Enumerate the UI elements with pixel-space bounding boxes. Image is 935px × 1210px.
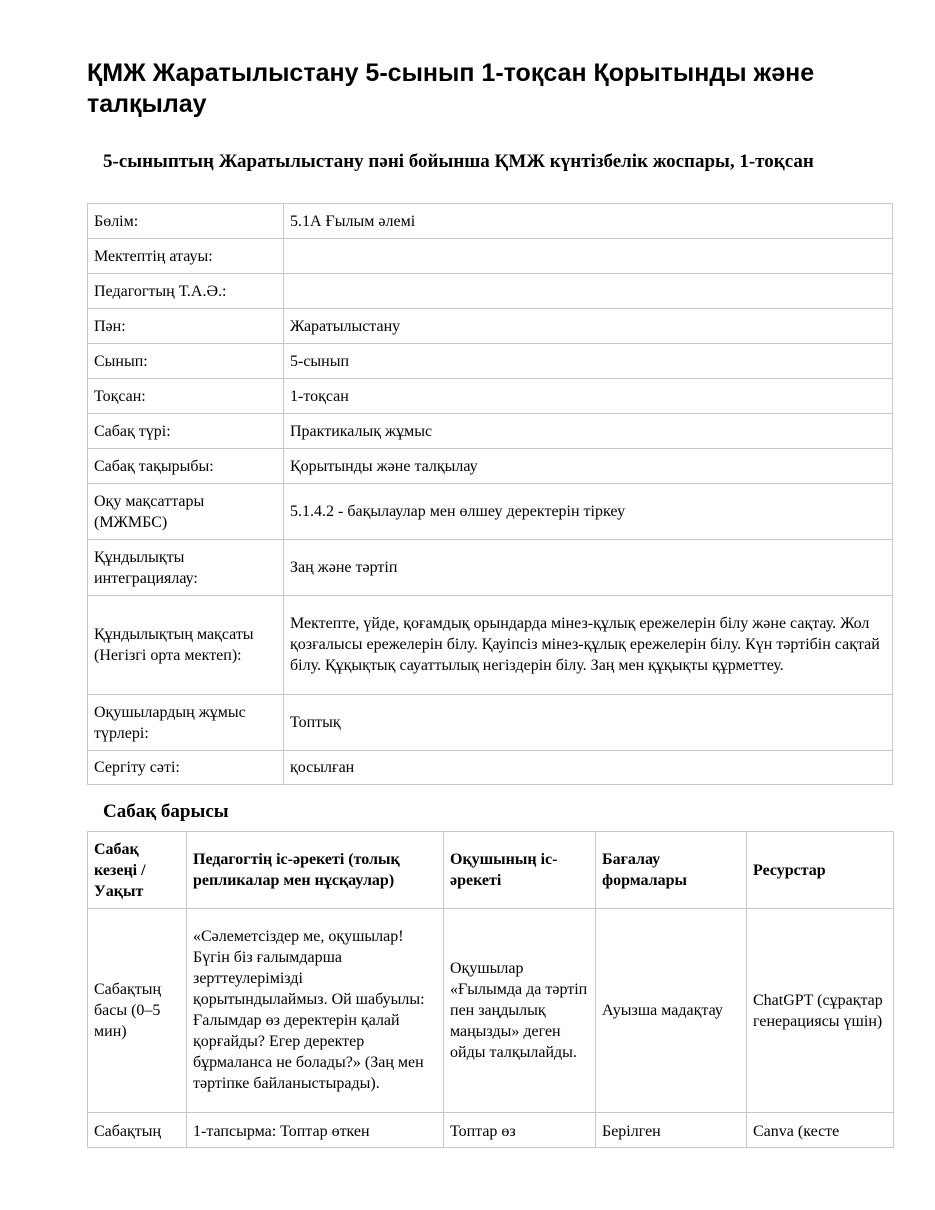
table-row xyxy=(88,909,894,1113)
info-value-school xyxy=(284,239,893,274)
table-row xyxy=(88,695,893,751)
stage-cell: Сабақтың басы (0–5 мин) xyxy=(88,909,187,1113)
info-label-value-integration: Құндылықты интеграциялау: xyxy=(88,540,284,596)
info-label-lesson-topic: Сабақ тақырыбы: xyxy=(88,449,284,484)
assessment-cell: Берілген xyxy=(596,1113,747,1148)
info-value-work-forms: Топтық xyxy=(284,695,893,751)
table-row xyxy=(88,751,893,785)
table-row xyxy=(88,596,893,695)
table-row xyxy=(88,484,893,540)
info-value-teacher xyxy=(284,274,893,309)
info-value-value-goal: Мектепте, үйде, қоғамдық орындарда мінез-құлық ережелерін білу және сақтау. Жол қозғалысы ережелерін білу. Қауіпсіз мінез-құлық ережелерін білу. Күн тәртібін сақтай білу. Құқықтық сауаттылық негіздерін білу. Заң мен құқықты құрметтеу. xyxy=(284,596,893,695)
document-title: ҚМЖ Жаратылыстану 5-сынып 1-тоқсан Қорытынды және талқылау xyxy=(87,59,815,118)
info-label-bolim: Бөлім: xyxy=(88,204,284,239)
info-value-energizer: қосылған xyxy=(284,751,893,785)
resources-cell: ChatGPT (сұрақтар генерациясы үшін) xyxy=(747,909,894,1113)
info-value-quarter: 1-тоқсан xyxy=(284,379,893,414)
table-row xyxy=(88,344,893,379)
table-row xyxy=(88,274,893,309)
stage-cell: Сабақтың xyxy=(88,1113,187,1148)
info-label-lesson-type: Сабақ түрі: xyxy=(88,414,284,449)
table-row xyxy=(88,379,893,414)
student-activity-cell: Оқушылар «Ғылымда да тәртіп пен заңдылық маңызды» деген ойды талқылайды. xyxy=(444,909,596,1113)
resources-cell: Canva (кесте xyxy=(747,1113,894,1148)
teacher-activity-cell: 1-тапсырма: Топтар өткен xyxy=(187,1113,444,1148)
teacher-activity-cell: «Сәлеметсіздер ме, оқушылар! Бүгін біз ғалымдарша зерттеулерімізді қорытындылаймыз. Ой шабуылы: Ғалымдар өз деректерін қалай қорғайды? Егер деректер бұрмаланса не болады?» (Заң мен тәртіпке байланыстырады). xyxy=(187,909,444,1113)
info-label-teacher: Педагогтың Т.А.Ә.: xyxy=(88,274,284,309)
table-row xyxy=(88,309,893,344)
column-header-assessment: Бағалау формалары xyxy=(596,832,747,909)
table-row xyxy=(88,1113,894,1148)
table-row xyxy=(88,449,893,484)
info-value-subject: Жаратылыстану xyxy=(284,309,893,344)
info-value-lesson-topic: Қорытынды және талқылау xyxy=(284,449,893,484)
plan-section-heading: 5-сыныптың Жаратылыстану пәні бойынша ҚМЖ күнтізбелік жоспары, 1-тоқсан xyxy=(103,151,814,172)
info-label-value-goal: Құндылықтың мақсаты (Негізгі орта мектеп): xyxy=(88,596,284,695)
info-value-lesson-type: Практикалық жұмыс xyxy=(284,414,893,449)
info-value-grade: 5-сынып xyxy=(284,344,893,379)
info-label-quarter: Тоқсан: xyxy=(88,379,284,414)
table-row xyxy=(88,239,893,274)
info-label-objectives: Оқу мақсаттары (МЖМБС) xyxy=(88,484,284,540)
table-row xyxy=(88,204,893,239)
info-label-grade: Сынып: xyxy=(88,344,284,379)
info-value-objectives: 5.1.4.2 - бақылаулар мен өлшеу деректерін тіркеу xyxy=(284,484,893,540)
assessment-cell: Ауызша мадақтау xyxy=(596,909,747,1113)
info-label-work-forms: Оқушылардың жұмыс түрлері: xyxy=(88,695,284,751)
lesson-info-table xyxy=(87,203,893,785)
info-value-bolim: 5.1А Ғылым әлемі xyxy=(284,204,893,239)
column-header-student: Оқушының іс-әрекеті xyxy=(444,832,596,909)
table-header-row xyxy=(88,832,894,909)
column-header-resources: Ресурстар xyxy=(747,832,894,909)
info-label-school: Мектептің атауы: xyxy=(88,239,284,274)
info-label-subject: Пән: xyxy=(88,309,284,344)
column-header-teacher: Педагогтің іс-әрекеті (толық репликалар мен нұсқаулар) xyxy=(187,832,444,909)
table-row xyxy=(88,540,893,596)
column-header-stage: Сабақ кезеңі / Уақыт xyxy=(88,832,187,909)
lesson-flow-table xyxy=(87,831,894,1148)
info-label-energizer: Сергіту сәті: xyxy=(88,751,284,785)
table-row xyxy=(88,414,893,449)
student-activity-cell: Топтар өз xyxy=(444,1113,596,1148)
lesson-section-heading: Сабақ барысы xyxy=(103,801,229,822)
info-value-value-integration: Заң және тәртіп xyxy=(284,540,893,596)
